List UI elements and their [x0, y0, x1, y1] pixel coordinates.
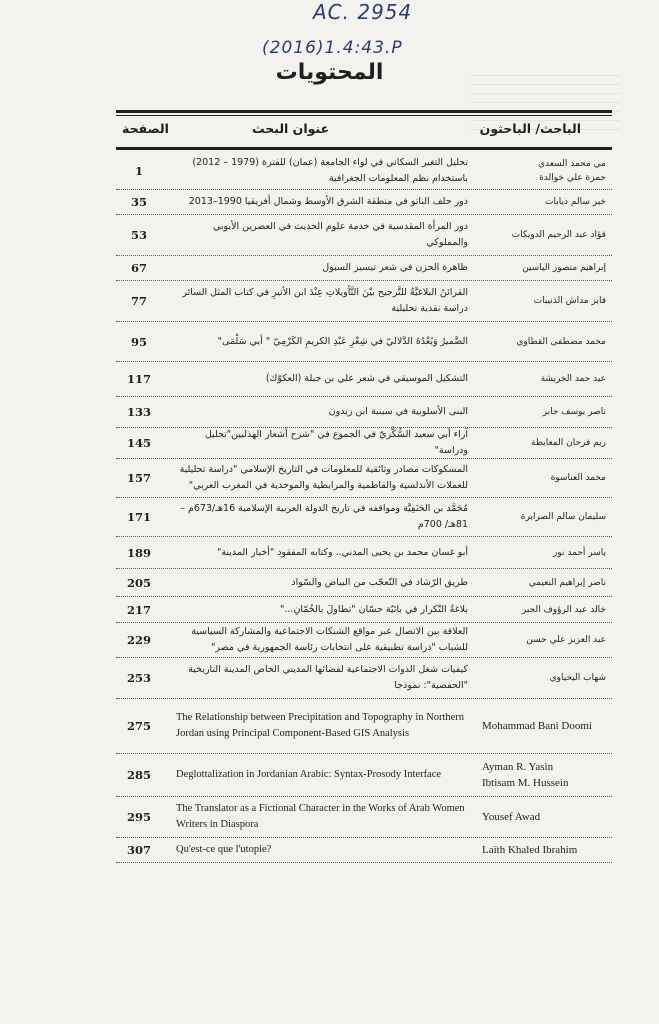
top-rule — [116, 110, 612, 113]
row-page-number: 229 — [126, 633, 151, 647]
row-title: دور حلف الناتو في منطقة الشرق الأوسط وشمال أفريقيا 1990–2013 — [188, 196, 468, 207]
row-title: The Translator as a Fictional Character in the Works of Arab Women Writers in Diaspora — [176, 803, 465, 830]
row-authors — [478, 335, 606, 349]
row-page-number: 217 — [126, 602, 151, 617]
row-authors — [478, 471, 606, 485]
table-row — [116, 428, 612, 459]
row-page-number: 189 — [126, 545, 151, 560]
row-title: البنى الأسلوبية في سينية ابن زيدون — [328, 406, 468, 417]
row-page-number: 117 — [126, 372, 151, 386]
table-row — [116, 754, 612, 797]
author-name: ناصر يوسف جابر — [542, 407, 606, 417]
row-page-number: 133 — [126, 405, 151, 419]
row-title: تحليل التغير السكاني في لواء الجامعة (عمان) للفترة (1979 – 2012) باستخدام نظم المعلومات الجغرافية — [192, 157, 468, 184]
row-authors — [478, 633, 606, 647]
author-name: Yousef Awad — [482, 811, 541, 823]
row-authors — [478, 546, 606, 560]
row-authors — [482, 759, 612, 791]
top-rule-thin — [116, 115, 612, 116]
row-page-number: 1 — [134, 164, 143, 178]
row-page-number: 171 — [126, 510, 151, 524]
header-author: الباحث/ الباحثون — [479, 121, 581, 136]
handwritten-date-note: (2016)1.4:43.P — [262, 38, 403, 58]
row-page-number: 295 — [126, 810, 151, 824]
row-title: المسكوكات مصادر وثائقية للمعلومات في التاريخ الإسلامي "دراسة تحليلية للعملات الأندلسية والفاطمية والمرابطية والموحدية في المغرب العربي" — [179, 464, 468, 491]
header-page: الصفحة — [122, 121, 169, 136]
author-name: Ayman R. Yasin — [482, 761, 554, 773]
author-name: محمد العناسوة — [550, 473, 606, 483]
table-row — [116, 215, 612, 256]
row-page-number: 95 — [130, 334, 147, 349]
table-row — [116, 537, 612, 569]
author-name: ياسر أحمد نور — [553, 547, 606, 558]
row-title: القرائنُ البلاغيَّةُ للتَّرجيح بيْنَ التَّأويلاتِ عِنْدَ ابن الأثيرِ في كتاب المثل السائر دراسة نقدية تحليلية — [182, 287, 468, 314]
row-title: كيفيات شغل الذوات الاجتماعية لفضائها المديني الخاص المدينة التاريخية "الحفصية": نموذجا — [188, 664, 468, 691]
row-authors — [478, 372, 606, 386]
row-page-number: 145 — [126, 436, 151, 450]
table-row — [116, 397, 612, 428]
row-page-number: 35 — [130, 195, 147, 209]
row-page-number: 53 — [130, 228, 147, 242]
table-row — [116, 699, 612, 754]
row-authors — [478, 157, 606, 185]
row-authors — [478, 671, 606, 685]
row-title: مُحَمَّد بن الحَنَفِيَّة ومواقفه في تاريخ الدولة العربية الإسلامية 16هـ/673م – 81هـ/ 700م — [180, 503, 468, 530]
author-name: Mohammad Bani Doomi — [482, 720, 592, 732]
author-name: محمد مصطفى القطاوي — [516, 336, 606, 347]
table-row — [116, 498, 612, 537]
row-authors — [478, 436, 606, 450]
row-title: The Relationship between Precipitation and Topography in Northern Jordan using Principal Component-Based GIS Analysis — [176, 712, 465, 739]
author-name: فايز مداش الذنيبات — [533, 296, 606, 306]
author-name: Laïth Khaled Ibrahim — [482, 844, 578, 856]
row-authors — [478, 603, 606, 617]
row-authors — [482, 842, 612, 858]
author-name: عبد العزيز علي حسن — [526, 635, 606, 645]
table-row — [116, 838, 612, 863]
author-name: ناصر إبراهيم النعيمي — [528, 577, 606, 588]
row-authors — [478, 261, 606, 275]
author-name: عيد حمد الخريشة — [540, 374, 606, 384]
page-title: المحتويات — [275, 60, 384, 85]
header-title: عنوان البحث — [252, 121, 330, 136]
row-authors — [478, 405, 606, 419]
row-page-number: 67 — [130, 261, 147, 275]
row-authors — [482, 809, 612, 825]
row-title: الضَّميرُ وَبُعْدُهُ الدَّلاليّ في شِعْرِ عَبْدِ الكريمِ الكَرْمِيّ " أبي سَلْمَى" — [217, 335, 468, 347]
row-authors — [478, 195, 606, 209]
row-authors — [482, 718, 612, 734]
row-title: أبو غسان محمد بن يحيى المدني.. وكتابه المفقود "أخبار المدينة" — [216, 546, 468, 558]
row-page-number: 307 — [126, 843, 151, 857]
row-page-number: 205 — [126, 575, 151, 590]
row-title: دور المرأة المقدسية في خدمة علوم الحديث في العصرين الأيوبي والمملوكي — [212, 221, 468, 248]
author-name: شهاب اليحياوي — [549, 673, 606, 683]
table-row — [116, 281, 612, 322]
author-name: إبراهيم منصور الياسين — [522, 263, 606, 273]
row-title: Deglottalization in Jordanian Arabic: Syntax-Prosody Interface — [176, 769, 442, 780]
author-name: فؤاد عبد الرحيم الدويكات — [511, 230, 606, 240]
table-row — [116, 569, 612, 597]
table-row — [116, 190, 612, 215]
row-title: طريق الرّشاد في التّعجّب من البياض والسّواد — [291, 576, 468, 588]
row-authors — [478, 228, 606, 242]
row-authors — [478, 510, 606, 524]
table-row — [116, 153, 612, 190]
author-name: خالد عبد الرؤوف الجبر — [521, 604, 606, 615]
row-authors — [478, 294, 606, 308]
author-name: حمزة علي خوالدة — [539, 173, 606, 183]
table-row — [116, 797, 612, 838]
table-row — [116, 658, 612, 699]
handwritten-accession-number: AC. 2954 — [313, 0, 413, 24]
row-page-number: 157 — [126, 471, 151, 485]
author-name: خير سالم ذيابات — [545, 197, 606, 207]
row-title: آراء أبي سعيد السُّكَّريّ في الجموع في "شرح أشعار الهذليين"تحليل ودراسة" — [204, 429, 468, 456]
row-title: العلاقة بين الاتصال عبر مواقع الشبكات الاجتماعية والمشاركة السياسية للشباب "دراسة تطبيقية على انتخابات رئاسة الجمهورية في مصر" — [191, 626, 468, 653]
table-row — [116, 597, 612, 623]
row-page-number: 275 — [126, 719, 151, 733]
table-row — [116, 362, 612, 397]
row-title: التشكيل الموسيقي في شعر علي بن جبلة (العكوّك) — [265, 373, 468, 384]
author-name: مي محمد السعدي — [538, 159, 606, 169]
table-row — [116, 256, 612, 281]
row-page-number: 77 — [130, 294, 147, 308]
row-page-number: 253 — [126, 671, 151, 685]
author-name: Ibtisam M. Hussein — [482, 777, 569, 789]
table-row — [116, 623, 612, 658]
row-authors — [478, 576, 606, 590]
author-name: سليمان سالم الصرايرة — [520, 512, 606, 522]
header-rule — [116, 147, 612, 150]
row-title: Qu'est-ce que l'utopie? — [176, 844, 272, 855]
row-title: بلاغةُ التّكرار في بائيّة حسّان "تطاولَ بالخُمّانِ..." — [280, 603, 468, 615]
row-page-number: 285 — [126, 768, 151, 782]
author-name: ريم فرحان المعايطة — [531, 438, 606, 448]
row-title: ظاهرة الحزن في شعر تيسير السبول — [322, 262, 468, 273]
table-row — [116, 322, 612, 362]
table-row — [116, 459, 612, 498]
